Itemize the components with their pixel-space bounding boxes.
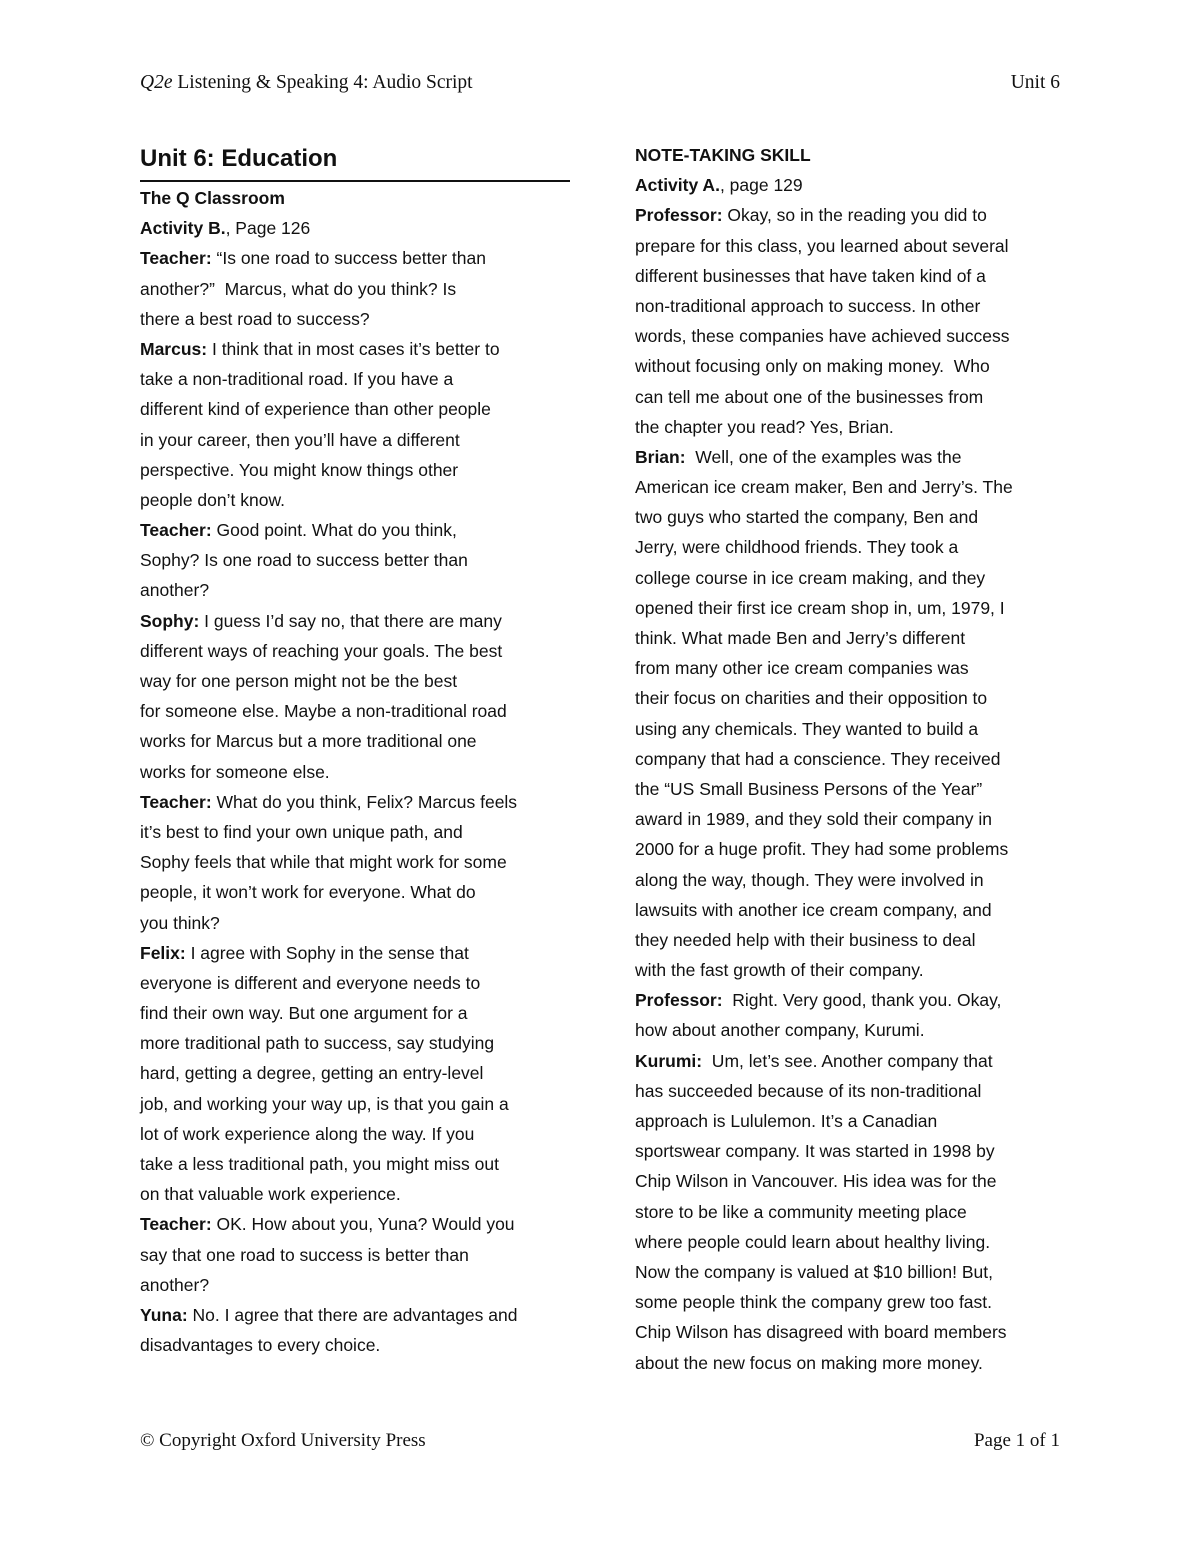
speaker-label: Teacher: (140, 520, 212, 541)
line-text: using any chemicals. They wanted to build a (635, 718, 979, 739)
speaker-label: Sophy: (140, 610, 200, 631)
speaker-label: Marcus: (140, 338, 208, 359)
line-text: more traditional path to success, say studying (140, 1033, 495, 1054)
transcript-line (635, 865, 1065, 895)
activity-heading-a (635, 170, 1065, 200)
header-unit: Unit 6 (1010, 72, 1060, 93)
transcript-line (635, 1136, 1065, 1166)
running-header (140, 72, 1060, 102)
transcript-line (140, 968, 570, 998)
transcript-line (635, 1287, 1065, 1317)
line-text: without focusing only on making money. Who (635, 356, 990, 377)
transcript-line (140, 696, 570, 726)
transcript-line (140, 908, 570, 938)
transcript-line (140, 1209, 570, 1239)
line-text: I think that in most cases it’s better to (207, 338, 500, 359)
right-transcript (635, 200, 1065, 1377)
transcript-line (140, 243, 570, 273)
transcript-line (140, 847, 570, 877)
speaker-label: Felix: (140, 942, 186, 963)
transcript-line (635, 1076, 1065, 1106)
line-text: it’s best to find your own unique path, and (140, 821, 463, 842)
transcript-line (140, 334, 570, 364)
transcript-line (140, 636, 570, 666)
transcript-line (635, 1015, 1065, 1045)
right-column (635, 140, 1065, 1378)
transcript-line (140, 1330, 570, 1360)
speaker-label: Yuna: (140, 1304, 188, 1325)
line-text: with the fast growth of their company. (635, 960, 924, 981)
transcript-line (140, 938, 570, 968)
transcript-line (635, 895, 1065, 925)
line-text: from many other ice cream companies was (635, 658, 969, 679)
transcript-line (635, 442, 1065, 472)
speaker-label: Kurumi: (635, 1050, 703, 1071)
speaker-label: Professor: (635, 205, 723, 226)
section-heading-q-classroom: The Q Classroom (140, 188, 285, 208)
line-text: another? (140, 580, 210, 601)
transcript-line (140, 757, 570, 787)
line-text: two guys who started the company, Ben and (635, 507, 979, 528)
speaker-label: Teacher: (140, 248, 212, 269)
line-text: I agree with Sophy in the sense that (185, 942, 469, 963)
transcript-line (635, 1166, 1065, 1196)
unit-title: Unit 6: Education (140, 140, 570, 182)
line-text: words, these companies have achieved success (635, 326, 1010, 347)
line-text: Good point. What do you think, (211, 520, 457, 541)
transcript-line (140, 1149, 570, 1179)
line-text: people don’t know. (140, 489, 285, 510)
line-text: along the way, though. They were involved in (635, 869, 984, 890)
line-text: how about another company, Kurumi. (635, 1020, 925, 1041)
document-title-rest: Listening & Speaking 4: Audio Script (172, 72, 473, 93)
transcript-line (140, 364, 570, 394)
transcript-line (140, 274, 570, 304)
transcript-line (635, 1348, 1065, 1378)
line-text: some people think the company grew too fast. (635, 1292, 993, 1313)
transcript-line (635, 1197, 1065, 1227)
transcript-line (140, 1300, 570, 1330)
transcript-line (635, 683, 1065, 713)
activity-page: , page 129 (719, 175, 803, 196)
transcript-line (635, 955, 1065, 985)
document-title (140, 72, 473, 94)
activity-label: Activity A. (635, 175, 720, 196)
line-text: the “US Small Business Persons of the Year” (635, 778, 983, 799)
transcript-line (140, 545, 570, 575)
page-footer (140, 1430, 1060, 1460)
transcript-line (140, 1119, 570, 1149)
transcript-line (140, 304, 570, 334)
transcript-line (140, 877, 570, 907)
line-text: find their own way. But one argument for a (140, 1003, 468, 1024)
line-text: 2000 for a huge profit. They had some problems (635, 839, 1009, 860)
transcript-line (635, 623, 1065, 653)
transcript-line (140, 666, 570, 696)
line-text: lot of work experience along the way. If you (140, 1123, 475, 1144)
line-text: in your career, then you’ll have a different (140, 429, 460, 450)
copyright-notice: © Copyright Oxford University Press (140, 1430, 426, 1451)
page-number: Page 1 of 1 (973, 1430, 1060, 1451)
transcript-line (635, 502, 1065, 532)
line-text: they needed help with their business to deal (635, 929, 976, 950)
line-text: Jerry, were childhood friends. They took a (635, 537, 959, 558)
transcript-line (635, 985, 1065, 1015)
transcript-line (635, 412, 1065, 442)
line-text: OK. How about you, Yuna? Would you (211, 1214, 515, 1235)
transcript-line (140, 1058, 570, 1088)
transcript-line (635, 1257, 1065, 1287)
transcript-line (635, 593, 1065, 623)
transcript-line (635, 1227, 1065, 1257)
transcript-line (140, 575, 570, 605)
speaker-label: Brian: (635, 446, 686, 467)
transcript-line (635, 653, 1065, 683)
transcript-line (635, 291, 1065, 321)
transcript-line (140, 817, 570, 847)
line-text: Sophy feels that while that might work for some (140, 852, 507, 873)
line-text: non-traditional approach to success. In other (635, 295, 981, 316)
line-text: think. What made Ben and Jerry’s different (635, 628, 966, 648)
line-text: store to be like a community meeting place (635, 1201, 967, 1222)
line-text: about the new focus on making more money. (635, 1352, 983, 1373)
line-text: American ice cream maker, Ben and Jerry’s. The (635, 477, 1013, 498)
line-text: take a less traditional path, you might miss out (140, 1154, 499, 1174)
activity-heading-b (140, 213, 570, 243)
transcript-line (635, 200, 1065, 230)
transcript-line (140, 515, 570, 545)
line-text: award in 1989, and they sold their company in (635, 809, 993, 830)
line-text: college course in ice cream making, and they (635, 567, 986, 588)
line-text: perspective. You might know things other (140, 459, 459, 480)
transcript-line (140, 1270, 570, 1300)
transcript-line (635, 925, 1065, 955)
line-text: Now the company is valued at $10 billion! But, (635, 1261, 993, 1282)
line-text: Chip Wilson in Vancouver. His idea was for the (635, 1171, 997, 1192)
line-text: different kind of experience than other people (140, 399, 491, 420)
transcript-line (635, 744, 1065, 774)
activity-label: Activity B. (140, 218, 226, 239)
line-text: different businesses that have taken kind of a (635, 265, 986, 286)
transcript-line (140, 1028, 570, 1058)
transcript-line (635, 321, 1065, 351)
transcript-line (635, 532, 1065, 562)
transcript-line (140, 394, 570, 424)
transcript-line (635, 351, 1065, 381)
line-text: on that valuable work experience. (140, 1184, 401, 1205)
line-text: approach is Lululemon. It’s a Canadian (635, 1111, 938, 1131)
transcript-line (140, 455, 570, 485)
line-text: works for Marcus but a more traditional one (140, 731, 477, 752)
transcript-line (635, 1106, 1065, 1136)
line-text: for someone else. Maybe a non-traditional road (140, 701, 507, 722)
line-text: Well, one of the examples was the (685, 446, 962, 467)
transcript-line (140, 485, 570, 515)
line-text: Right. Very good, thank you. Okay, (722, 990, 1002, 1011)
line-text: Okay, so in the reading you did to (722, 205, 987, 226)
left-transcript (140, 243, 570, 1360)
transcript-line (635, 714, 1065, 744)
transcript-line (635, 804, 1065, 834)
transcript-line (635, 834, 1065, 864)
line-text: hard, getting a degree, getting an entry-level (140, 1063, 484, 1084)
transcript-line (140, 425, 570, 455)
line-text: company that had a conscience. They received (635, 748, 1001, 769)
line-text: another? (140, 1274, 210, 1295)
line-text: “Is one road to success better than (211, 248, 486, 269)
transcript-line (140, 1240, 570, 1270)
line-text: people, it won’t work for everyone. What do (140, 882, 476, 903)
line-text: No. I agree that there are advantages and (187, 1304, 518, 1325)
line-text: lawsuits with another ice cream company, and (635, 899, 992, 920)
line-text: where people could learn about healthy living. (635, 1231, 991, 1252)
transcript-line (140, 998, 570, 1028)
line-text: different ways of reaching your goals. The best (140, 640, 503, 661)
document-title-series: Q2e (140, 72, 173, 93)
transcript-line (635, 1317, 1065, 1347)
transcript-line (635, 261, 1065, 291)
transcript-line (140, 606, 570, 636)
line-text: Chip Wilson has disagreed with board members (635, 1322, 1007, 1343)
line-text: the chapter you read? Yes, Brian. (635, 416, 894, 437)
line-text: say that one road to success is better than (140, 1244, 469, 1265)
line-text: disadvantages to every choice. (140, 1335, 381, 1356)
line-text: What do you think, Felix? Marcus feels (211, 791, 518, 812)
line-text: take a non-traditional road. If you have a (140, 369, 454, 390)
line-text: sportswear company. It was started in 1998 by (635, 1141, 995, 1162)
section-heading-note-taking: NOTE-TAKING SKILL (635, 145, 811, 165)
transcript-line (140, 787, 570, 817)
transcript-line (635, 472, 1065, 502)
line-text: prepare for this class, you learned about several (635, 235, 1009, 256)
transcript-line (140, 1089, 570, 1119)
line-text: another?” Marcus, what do you think? Is (140, 278, 457, 299)
line-text: job, and working your way up, is that you gain a (140, 1093, 509, 1114)
speaker-label: Teacher: (140, 1214, 212, 1235)
speaker-label: Teacher: (140, 791, 212, 812)
transcript-line (635, 774, 1065, 804)
line-text: works for someone else. (140, 761, 330, 782)
line-text: opened their first ice cream shop in, um, 1979, I (635, 597, 1005, 618)
line-text: their focus on charities and their opposition to (635, 688, 988, 709)
line-text: way for one person might not be the best (140, 671, 458, 691)
transcript-line (140, 1179, 570, 1209)
transcript-line (635, 563, 1065, 593)
line-text: everyone is different and everyone needs to (140, 972, 481, 993)
line-text: I guess I’d say no, that there are many (199, 610, 502, 631)
line-text: you think? (140, 912, 220, 933)
line-text: Um, let’s see. Another company that (702, 1050, 993, 1071)
transcript-line (635, 1046, 1065, 1076)
transcript-line (635, 231, 1065, 261)
transcript-line (140, 726, 570, 756)
line-text: has succeeded because of its non-traditional (635, 1080, 982, 1101)
speaker-label: Professor: (635, 990, 723, 1011)
line-text: can tell me about one of the businesses from (635, 386, 984, 407)
line-text: there a best road to success? (140, 308, 370, 329)
line-text: Sophy? Is one road to success better than (140, 550, 468, 571)
transcript-line (635, 382, 1065, 412)
left-column (140, 140, 570, 1360)
activity-page: , Page 126 (225, 218, 311, 239)
